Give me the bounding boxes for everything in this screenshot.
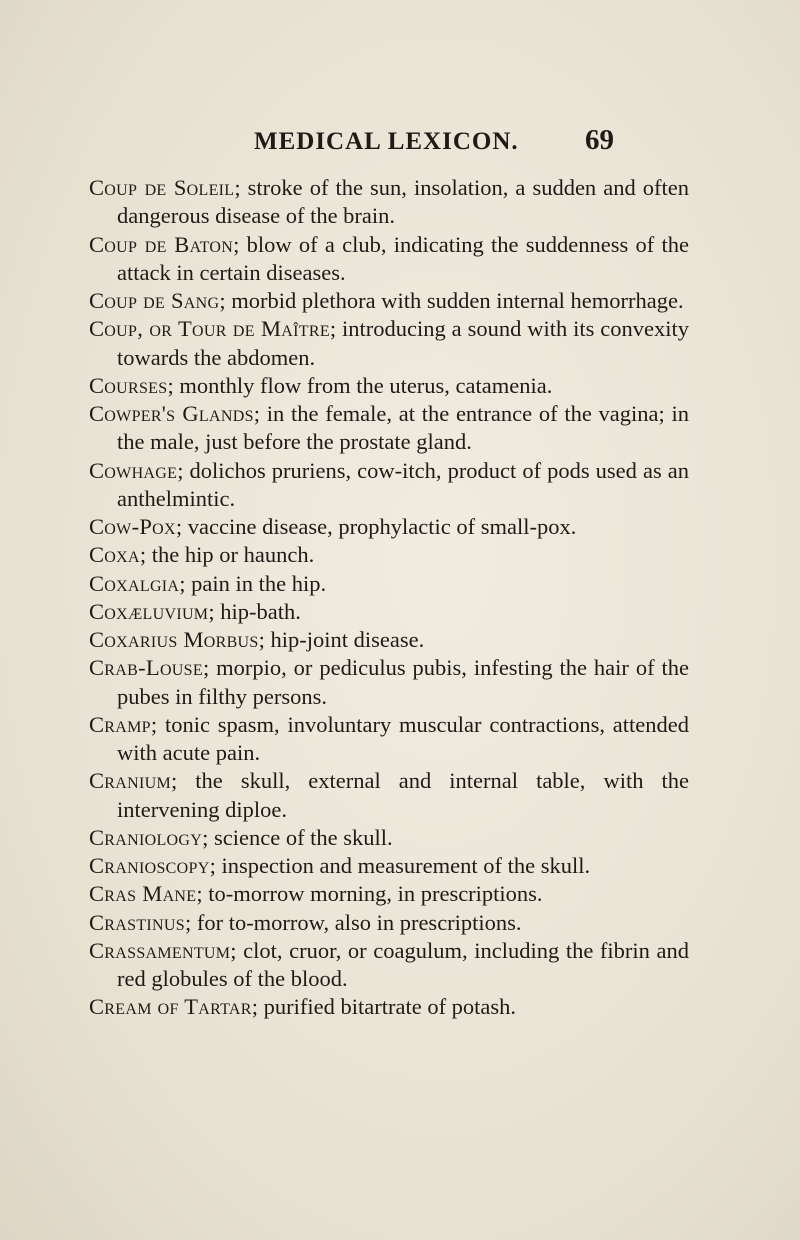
entry-definition: ; purified bitartrate of potash. (251, 994, 517, 1020)
entry-term: Cras Mane (89, 881, 197, 907)
entry-definition: ; stroke of the sun, insolation, a sudden and often dangerous disease of the brain. (117, 175, 690, 229)
lexicon-entry (89, 287, 689, 315)
entry-term: Cranioscopy (89, 853, 210, 878)
entry-definition: ; for to-morrow, also in prescriptions. (184, 909, 522, 935)
entry-definition: ; tonic spasm, involuntary muscular contractions, attended with acute pain. (117, 711, 689, 765)
entry-term: Cream of Tartar (89, 994, 252, 1020)
lexicon-entry (89, 880, 689, 908)
entry-term: Cramp (89, 711, 151, 737)
lexicon-entry (89, 457, 689, 514)
lexicon-entry (89, 541, 689, 569)
entry-definition: ; hip-joint disease. (258, 627, 425, 652)
lexicon-entry (89, 372, 689, 400)
lexicon-entries (89, 174, 689, 1022)
lexicon-entry (89, 711, 689, 768)
lexicon-entry (89, 654, 689, 711)
entry-definition: ; pain in the hip. (179, 570, 327, 596)
page-number: 69 (585, 124, 614, 156)
entry-term: Courses (89, 372, 168, 398)
entry-definition: ; science of the skull. (202, 824, 393, 850)
entry-term: Coxarius Morbus (89, 627, 259, 652)
entry-term: Coxa (89, 542, 140, 568)
entry-term: Coup de Baton (89, 231, 234, 257)
entry-term: Craniology (89, 824, 203, 850)
entry-definition: ; morpio, or pediculus pubis, infesting the hair of the pubes in filthy persons. (117, 655, 689, 709)
lexicon-entry (89, 400, 689, 457)
entry-definition: ; vaccine disease, prophylactic of small-pox. (175, 514, 577, 539)
lexicon-entry (89, 824, 689, 852)
entry-definition: ; monthly flow from the uterus, catamenia. (167, 372, 553, 398)
lexicon-entry (89, 570, 689, 598)
running-head (0, 124, 800, 158)
entry-term: Cowhage (89, 457, 178, 483)
entry-definition: ; hip-bath. (208, 598, 301, 624)
entry-definition: ; in the female, at the entrance of the vagina; in the male, just before the prostate gland. (117, 401, 689, 455)
entry-term: Cow-Pox (89, 514, 176, 539)
entry-definition: ; the hip or haunch. (139, 542, 315, 568)
entry-term: Crastinus (89, 909, 185, 935)
lexicon-entry (89, 767, 689, 824)
lexicon-entry (89, 626, 689, 654)
entry-term: Cowper's Glands (89, 401, 254, 426)
entry-definition: ; the skull, external and internal table, with the intervening diploe. (117, 768, 689, 822)
entry-term: Cranium (89, 768, 171, 794)
lexicon-entry (89, 937, 689, 994)
entry-term: Crassamentum (89, 937, 231, 963)
entry-definition: ; clot, cruor, or coagulum, including the fibrin and red globules of the blood. (117, 937, 689, 991)
page-header-title: MEDICAL LEXICON. (254, 128, 519, 155)
lexicon-entry (89, 231, 689, 288)
entry-definition: ; blow of a club, indicating the suddenness of the attack in certain diseases. (117, 231, 689, 285)
lexicon-entry (89, 513, 689, 541)
entry-term: Crab-Louse (89, 655, 203, 681)
lexicon-entry (89, 909, 689, 937)
entry-definition: ; inspection and measurement of the skull. (209, 853, 591, 878)
entry-definition: ; to-morrow morning, in prescriptions. (196, 881, 543, 907)
entry-term: Coxæluvium (89, 598, 209, 624)
entry-term: Coup de Sang (89, 288, 220, 313)
lexicon-entry (89, 993, 689, 1021)
entry-term: Coup, or Tour de Maître (89, 316, 330, 342)
lexicon-entry (89, 174, 689, 231)
entry-definition: ; morbid plethora with sudden internal hemorrhage. (219, 288, 684, 313)
entry-definition: ; dolichos pruriens, cow-itch, product of pods used as an anthelmintic. (117, 457, 689, 511)
lexicon-entry (89, 852, 689, 880)
entry-definition: ; introducing a sound with its convexity towards the abdomen. (117, 316, 689, 370)
entry-term: Coxalgia (89, 570, 180, 596)
lexicon-entry (89, 598, 689, 626)
lexicon-entry (89, 315, 689, 372)
entry-term: Coup de Soleil (89, 175, 235, 200)
